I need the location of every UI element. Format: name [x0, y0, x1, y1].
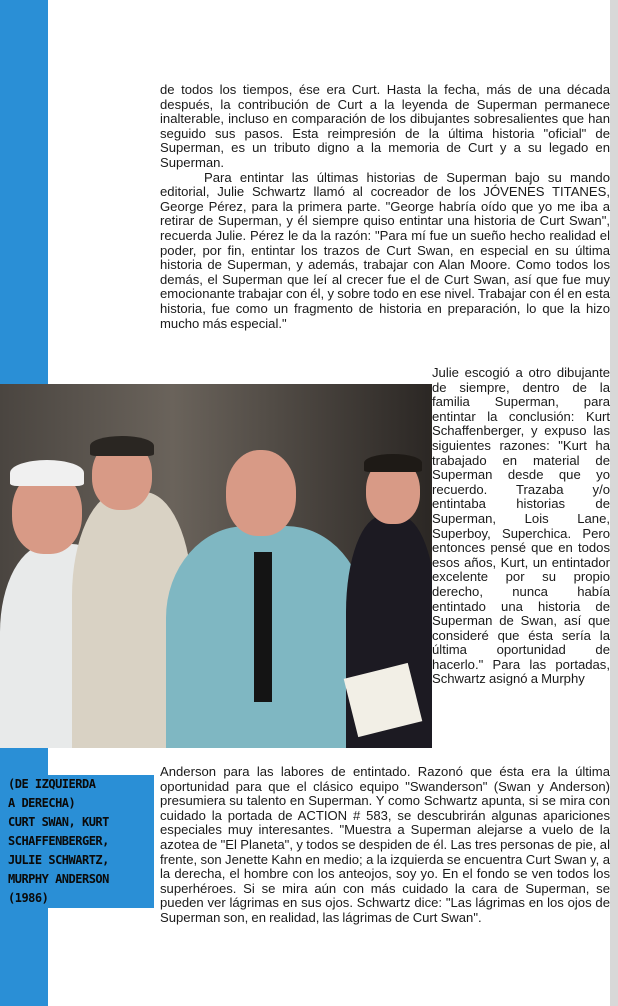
paragraph-2: Para entintar las últimas historias de Superman bajo su mando editorial, Julie Schwartz llamó al cocreador de los JÓVENES TITANES, George Pérez, para la primera parte. "George habría oído que yo me iba a retirar de Superman, y él siempre quiso entintar una historia de Curt Swan", recuerda Julie. Pérez le da la razón: "Para mí fue un sueño hecho realidad el poder, por fin, entintar los trazos de Curt Swan, en especial en su última historia de Superman, y además, trabajar con Alan Moore. Como todos los demás, el Superman que leí al crecer fue el de Curt Swan, así que fue muy emocionante trabajar con él, y sobre todo en ese nivel. Trabajar con él en esta historia, fue como un fragmento de historia en preparación, lo que la hizo mucho más especial.": [160, 169, 610, 331]
caption-line: MURPHY ANDERSON: [8, 872, 109, 886]
photo-caption: [8, 775, 154, 908]
photo-tie: [254, 552, 272, 702]
caption-line: CURT SWAN, KURT: [8, 815, 109, 829]
caption-line: (1986): [8, 891, 49, 905]
caption-line: A DERECHA): [8, 796, 76, 810]
caption-line: JULIE SCHWARTZ,: [8, 853, 109, 867]
caption-line: SCHAFFENBERGER,: [8, 834, 109, 848]
photo-hair-2: [90, 436, 154, 456]
bottom-text-block: Anderson para las labores de entintado. Razonó que ésta era la última oportunidad para que el clásico equipo "Swanderson" (Swan y Anderson) presumiera su talento en Superman. Y como Schwartz apunta, si se mira con cuidado la portada de ACTION # 583, se descubrirán algunas apariciones especiales muy interesantes. "Muestra a Superman alejarse a vuelo de la azotea de "El Planeta", y todos se despiden de él. Las tres personas de pie, al frente, son Jenette Kahn en medio; a la izquierda se encuentra Curt Swan y, a la derecha, el hombre con los anteojos, soy yo. En el fondo se ven todos los superhéroes. Si se mira aún con más cuidado la cara de Superman, se pueden ver lágrimas en sus ojos. Schwartz dice: "Las lágrimas en los ojos de Superman son, en realidad, las lágrimas de Curt Swan".: [160, 764, 610, 925]
photo-hair-1: [10, 460, 84, 486]
page-edge: [610, 0, 618, 1006]
caption-line: (DE IZQUIERDA: [8, 777, 96, 791]
side-text-block: Julie escogió a otro dibujante de siempre, dentro de la familia Superman, para entintar la conclusión: Kurt Schaffenberger, y expuso las siguientes razones: "Kurt ha trabajado en material de Superman desde que yo recuerdo. Trazaba y/o entintaba historias de Superman, Lois Lane, Superboy, Superchica. Pero entonces pensé que en todos esos años, Kurt, un entintador excelente por su propio derecho, nunca había entintado una historia de Superman de Swan, así que consideré que ésta sería la última oportunidad de hacerlo." Para las portadas, Schwartz asignó a Murphy: [432, 365, 610, 687]
photo-head-3: [226, 450, 296, 536]
photo-hair-4: [364, 454, 422, 472]
group-photo: [0, 384, 432, 748]
paragraph-1: de todos los tiempos, ése era Curt. Hasta la fecha, más de una década después, la contribución de Curt a la leyenda de Superman permanece inalterable, incluso en comparación de los dibujantes sobresalientes que han seguido sus pasos. Esta reimpresión de la última historia "oficial" de Superman, es un tributo digno a la memoria de Curt y a su legado en Superman.: [160, 82, 610, 170]
top-text-block: [160, 83, 610, 331]
